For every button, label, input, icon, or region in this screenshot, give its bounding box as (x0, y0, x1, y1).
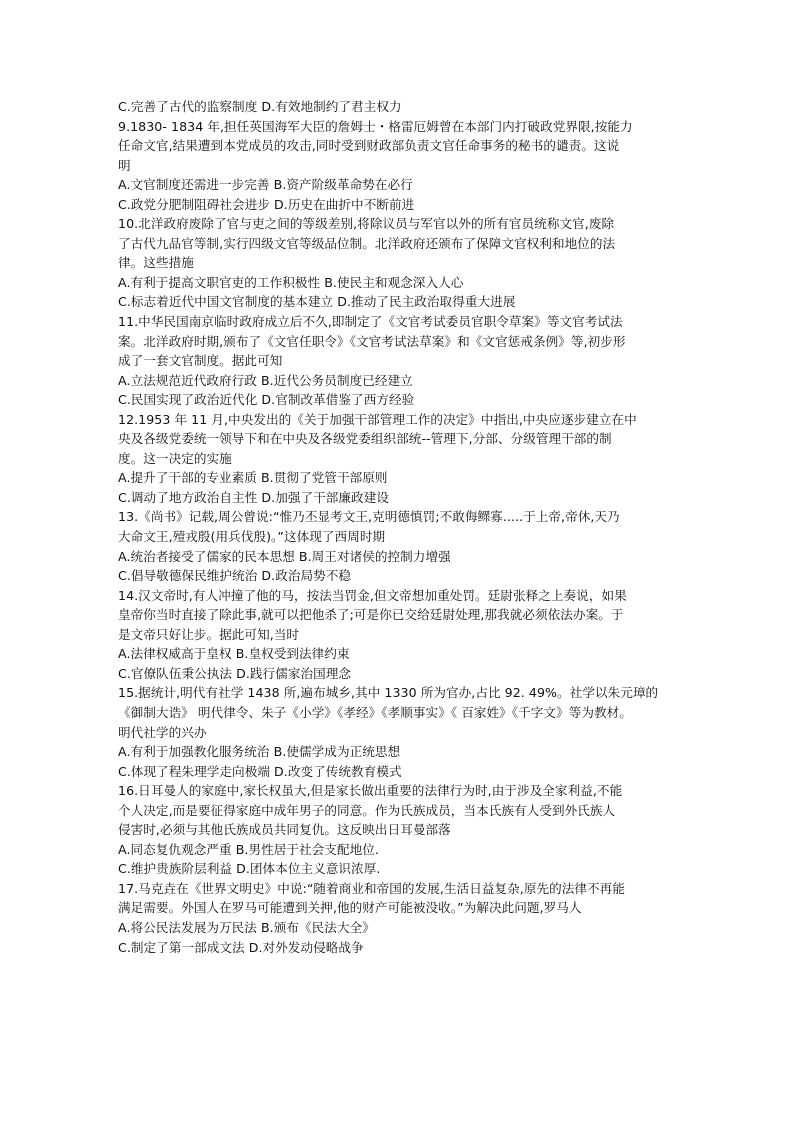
text-line: 央及各级党委统一领导下和在中央及各级党委组织部统--管理下,分部、分级管理干部的制 (118, 431, 612, 447)
text-line: 14.汉文帝时,有人冲撞了他的马，按法当罚金,但文帝想加重处罚。廷尉张释之上奏说，如果 (118, 587, 627, 603)
text-line: A.统治者接受了儒家的民本思想 B.周王对诸侯的控制力增强 (118, 548, 451, 564)
text-line: 度。这一决定的实施 (118, 450, 232, 466)
text-line: 16.日耳曼人的家庭中,家长权虽大,但是家长做出重要的法律行为时,由于涉及全家利益,不能 (118, 783, 623, 799)
text-line: 案。北洋政府时期,颁布了《文官任职令》《文官考试法草案》和《文官惩戒条例》等,初步形 (118, 333, 626, 349)
text-line: A.有利于加强教化服务统治 B.使儒学成为正统思想 (118, 744, 401, 760)
text-line: 9.1830- 1834 年,担任英国海军大臣的詹姆士・格雷厄姆曾在本部门内打破政党界限,按能力 (118, 118, 633, 134)
text-line: 大命文王,殪戎殷(用兵伐殷)。”这体现了西周时期 (118, 529, 386, 545)
text-line: 是文帝只好让步。据此可知,当时 (118, 626, 300, 642)
text-line: 10.北洋政府废除了官与吏之间的等级差别,将除议员与军官以外的所有官员统称文官,废除 (118, 216, 615, 232)
text-line: C.完善了古代的监察制度 D.有效地制约了君主权力 (118, 99, 402, 114)
text-line: C.制定了第一部成文法 D.对外发动侵略战争 (118, 939, 364, 955)
text-line: 明代社学的兴办 (118, 724, 207, 740)
text-line: A.提升了干部的专业素质 B.贯彻了党管干部原则 (118, 470, 388, 486)
text-line: 个人决定,而是要征得家庭中成年男子的同意。作为氏族成员，当本氏族有人受到外氏族人 (118, 802, 616, 818)
document-page (118, 97, 684, 957)
text-line: 了古代九品官等制,实行四级文官等级品位制。北洋政府还颁布了保障文官权利和地位的法 (118, 235, 616, 251)
text-line: A.将公民法发展为万民法 B.颁布《民法大全》 (118, 919, 375, 935)
text-line: 《御制大诰》 明代律令、朱子《小学》《孝经》《孝顺事实》《 百家姓》《千字文》等为教材。 (118, 704, 632, 720)
text-line: 明 (118, 157, 131, 173)
text-line: C.官僚队伍秉公执法 D.践行儒家治国理念 (118, 665, 352, 681)
text-line: 皇帝你当时直接了除此事,就可以把他杀了;可是你已交给廷尉处理,那我就必须依法办案。于 (118, 607, 624, 623)
text-line: A.有利于提高文职官吏的工作积极性 B.使民主和观念深入人心 (118, 274, 464, 290)
text-line: 满足需要。外国人在罗马可能遭到关押,他的财产可能被没收。”为解决此问题,罗马人 (118, 900, 582, 916)
text-line: A.同态复仇观念严重 B.男性居于社会支配地位. (118, 841, 379, 857)
text-line: C.民国实现了政治近代化 D.官制改革借鉴了西方经验 (118, 392, 415, 408)
text-line: 11.中华民国南京临时政府成立后不久,即制定了《文官考试委员官职令草案》等文官考试法 (118, 314, 623, 330)
text-line: 律。这些措施 (118, 255, 194, 271)
text-line: 12.1953 年 11 月,中央发出的《关于加强干部管理工作的决定》中指出,中央应逐步建立在中 (118, 411, 637, 427)
text-line: 17.马克垚在《世界文明史》中说:“随着商业和帝国的发展,生活日益复杂,原先的法律不再能 (118, 880, 625, 896)
text-line: 13.《尚书》记载,周公曾说:“惟乃丕显考文王,克明德慎罚;不敢侮鳏寡.....于上帝,帝休,天乃 (118, 509, 620, 525)
text-line: C.标志着近代中国文官制度的基本建立 D.推动了民主政治取得重大进展 (118, 294, 516, 310)
text-line: 成了一套文官制度。据此可知 (118, 353, 283, 369)
text-line: A.立法规范近代政府行政 B.近代公务员制度已经建立 (118, 372, 413, 388)
text-line: A.法律权威高于皇权 B.皇权受到法律约束 (118, 646, 350, 662)
text-line: A.文官制度还需进一步完善 B.资产阶级革命势在必行 (118, 177, 413, 193)
text-line: C.体现了程朱理学走向极端 D.改变了传统教育模式 (118, 763, 402, 779)
text-line: C.倡导敬德保民维护统治 D.政治局势不稳 (118, 568, 352, 584)
text-line: C.调动了地方政治自主性 D.加强了干部廉政建设 (118, 489, 389, 505)
text-line: C.政党分肥制阻碍社会进步 D.历史在曲折中不断前进 (118, 196, 415, 212)
text-line: 侵害时,必须与其他氏族成员共同复仇。这反映出日耳曼部落 (118, 822, 451, 838)
text-line: C.维护贵族阶层利益 D.团体本位主义意识浓厚. (118, 861, 381, 877)
text-line: 任命文官,结果遭到本党成员的攻击,同时受到财政部负责文官任命事务的秘书的谴责。这说 (118, 138, 620, 154)
text-line: 15.据统计,明代有社学 1438 所,遍布城乡,其中 1330 所为官办,占比 92. 49%。社学以朱元璋的 (118, 685, 659, 701)
